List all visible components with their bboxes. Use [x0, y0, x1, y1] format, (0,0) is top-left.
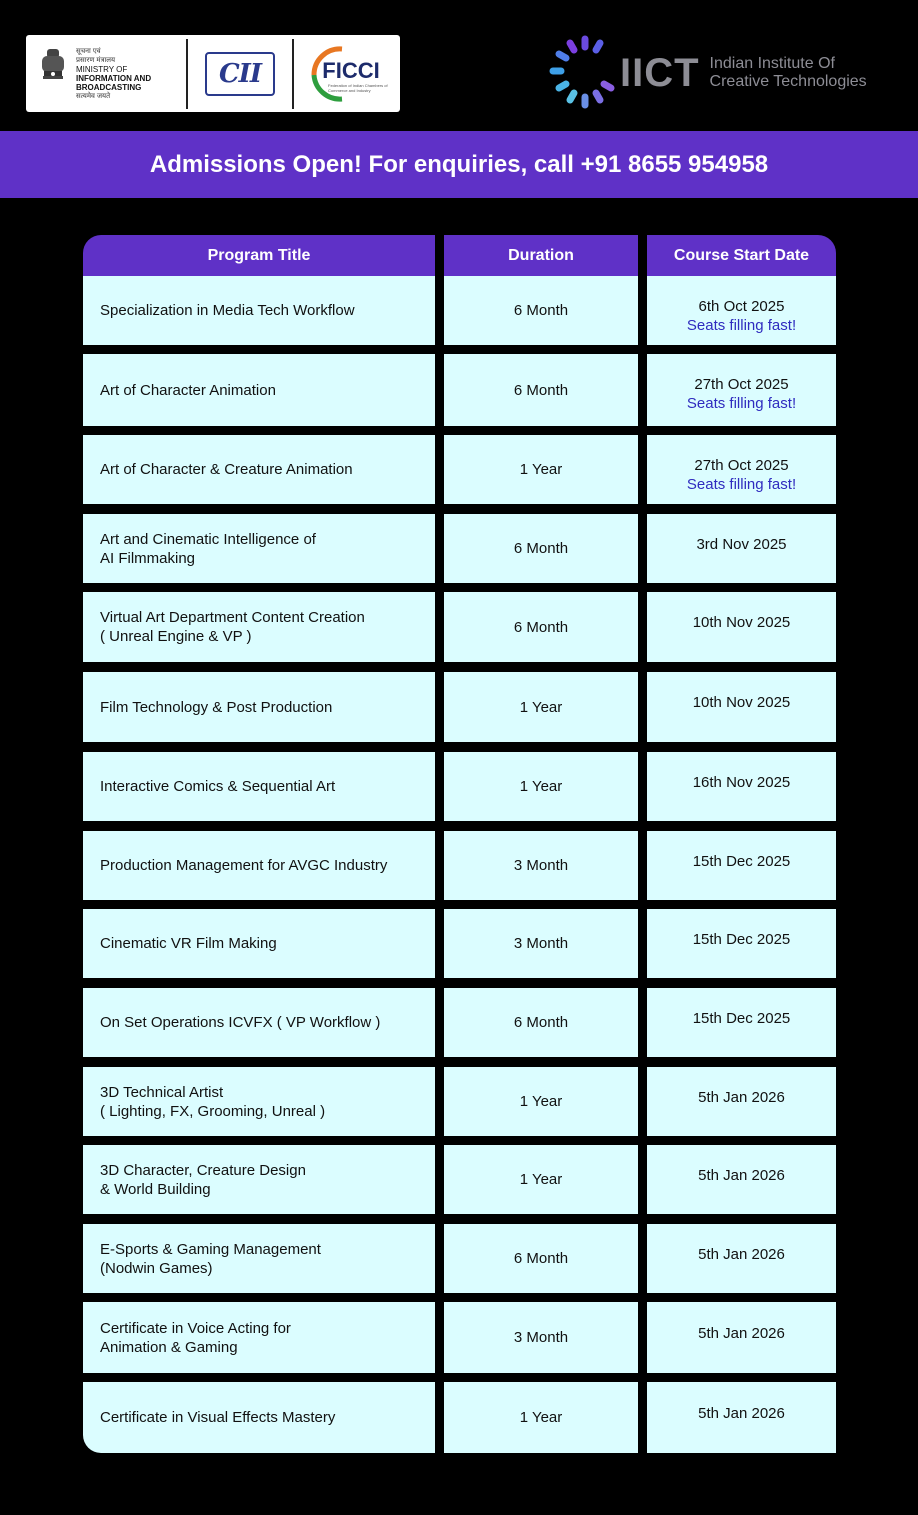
mib-hindi-2: प्रसारण मंत्रालय	[76, 56, 116, 64]
ficci-logo-text: FICCI	[322, 57, 380, 83]
start-date: 5th Jan 2026	[698, 1405, 785, 1422]
start-date: 5th Jan 2026	[698, 1325, 785, 1342]
start-date-cell	[647, 1302, 836, 1373]
start-date: 27th Oct 2025	[694, 457, 789, 474]
start-date-cell	[647, 435, 836, 504]
program-title	[100, 1161, 306, 1199]
program-title-cell	[83, 276, 435, 345]
mib-line-3: BROADCASTING	[76, 82, 142, 92]
duration-cell: 1 Year	[444, 435, 638, 504]
admissions-banner: Admissions Open! For enquiries, call +91 8655 954958	[0, 131, 918, 198]
duration-cell: 1 Year	[444, 752, 638, 821]
program-title	[100, 777, 335, 796]
program-title-line-1: Art of Character & Creature Animation	[100, 461, 353, 478]
program-title-line-1: Art of Character Animation	[100, 381, 276, 399]
ficci-logo	[294, 35, 400, 112]
duration-cell: 3 Month	[444, 831, 638, 900]
start-date: 5th Jan 2026	[698, 1246, 785, 1263]
program-title	[100, 1083, 325, 1121]
program-title-line-1: E-Sports & Gaming Management	[100, 1240, 321, 1258]
start-date: 10th Nov 2025	[692, 694, 791, 711]
ashoka-emblem-icon	[38, 45, 68, 103]
program-title-cell	[83, 514, 435, 583]
program-title-line-1: Virtual Art Department Content Creation	[100, 609, 365, 626]
start-date-cell	[647, 1145, 836, 1214]
iict-logo	[544, 30, 884, 116]
iict-logo-text: IICT	[620, 50, 700, 95]
program-title	[100, 1240, 321, 1278]
start-date-cell	[647, 752, 836, 821]
program-title-line-2: & World Building	[100, 1180, 211, 1198]
start-date: 6th Oct 2025	[698, 298, 785, 315]
program-title-cell	[83, 1302, 435, 1373]
program-title	[100, 1408, 335, 1427]
program-title	[100, 301, 355, 320]
program-title	[100, 608, 365, 646]
program-title-cell	[83, 988, 435, 1057]
program-title-line-2: ( Unreal Engine & VP )	[100, 628, 252, 645]
duration-cell: 6 Month	[444, 354, 638, 426]
program-title-line-1: Film Technology & Post Production	[100, 698, 333, 716]
mib-line-1: MINISTRY OF	[76, 64, 128, 74]
program-title	[100, 381, 276, 400]
seats-filling-note: Seats filling fast!	[686, 395, 797, 412]
program-title-cell	[83, 752, 435, 821]
ministry-logo	[26, 35, 186, 112]
program-title	[100, 460, 353, 479]
duration-cell: 1 Year	[444, 1145, 638, 1214]
duration-cell: 6 Month	[444, 592, 638, 662]
mib-hindi-1: सूचना एवं	[76, 47, 101, 55]
start-date-cell	[647, 592, 836, 662]
duration-cell: 6 Month	[444, 1224, 638, 1293]
program-title-cell	[83, 1224, 435, 1293]
duration-cell: 6 Month	[444, 276, 638, 345]
program-title	[100, 1013, 380, 1032]
start-date-cell	[647, 514, 836, 583]
program-title	[100, 1319, 291, 1357]
seats-filling-note: Seats filling fast!	[686, 476, 797, 493]
duration-cell: 6 Month	[444, 988, 638, 1057]
start-date-cell	[647, 1382, 836, 1453]
program-title	[100, 856, 387, 875]
ficci-subtitle: Federation of Indian Chambers of Commerce and Industry	[328, 83, 388, 93]
duration-cell: 1 Year	[444, 1382, 638, 1453]
start-date: 15th Dec 2025	[692, 1010, 791, 1027]
cii-logo-text: CII	[205, 52, 275, 96]
course-table	[83, 235, 836, 1453]
header-program-title: Program Title	[83, 235, 435, 276]
program-title-cell	[83, 435, 435, 504]
program-title-cell	[83, 1382, 435, 1453]
program-title-line-2: ( Lighting, FX, Grooming, Unreal )	[100, 1102, 326, 1120]
start-date-cell	[647, 909, 836, 978]
partner-logos	[26, 35, 400, 112]
program-title	[100, 698, 332, 717]
program-title-cell	[83, 592, 435, 662]
mib-line-2: INFORMATION AND	[76, 73, 152, 83]
start-date-cell	[647, 988, 836, 1057]
iict-burst-icon	[544, 30, 626, 116]
program-title-cell	[83, 1067, 435, 1136]
cii-logo	[188, 35, 292, 112]
header-start-date: Course Start Date	[647, 235, 836, 276]
start-date: 16th Nov 2025	[692, 774, 791, 791]
duration-cell: 1 Year	[444, 672, 638, 742]
program-title-cell	[83, 1145, 435, 1214]
program-title-line-2: (Nodwin Games)	[100, 1259, 213, 1277]
iict-name-line-2: Creative Technologies	[709, 73, 867, 90]
duration-cell: 3 Month	[444, 1302, 638, 1373]
start-date-cell	[647, 276, 836, 345]
program-title-line-1: Interactive Comics & Sequential Art	[100, 778, 336, 795]
start-date-cell	[647, 672, 836, 742]
start-date: 10th Nov 2025	[692, 614, 791, 631]
program-title-cell	[83, 354, 435, 426]
duration-cell: 3 Month	[444, 909, 638, 978]
program-title-line-1: Certificate in Voice Acting for	[100, 1319, 291, 1337]
mib-motto: सत्यमेव जयते	[76, 92, 111, 100]
program-title-line-2: Animation & Gaming	[100, 1338, 238, 1356]
start-date: 5th Jan 2026	[698, 1167, 785, 1184]
start-date: 15th Dec 2025	[692, 853, 791, 870]
duration-cell: 6 Month	[444, 514, 638, 583]
iict-name-line-1: Indian Institute Of	[709, 55, 835, 72]
program-title-line-1: Production Management for AVGC Industry	[100, 857, 388, 874]
program-title-line-2: AI Filmmaking	[100, 549, 196, 567]
seats-filling-note: Seats filling fast!	[686, 317, 797, 334]
start-date-cell	[647, 831, 836, 900]
start-date-cell	[647, 1224, 836, 1293]
program-title-line-1: Art and Cinematic Intelligence of	[100, 530, 316, 548]
program-title-line-1: Cinematic VR Film Making	[100, 935, 277, 952]
start-date: 15th Dec 2025	[692, 931, 791, 948]
program-title-line-1: 3D Character, Creature Design	[100, 1161, 306, 1179]
start-date-cell	[647, 354, 836, 426]
start-date: 3rd Nov 2025	[696, 536, 787, 553]
program-title-line-1: 3D Technical Artist	[100, 1083, 224, 1101]
program-title-line-1: On Set Operations ICVFX ( VP Workflow )	[100, 1014, 381, 1031]
duration-cell: 1 Year	[444, 1067, 638, 1136]
header-duration: Duration	[444, 235, 638, 276]
program-title-line-1: Specialization in Media Tech Workflow	[100, 302, 355, 319]
program-title	[100, 934, 277, 953]
start-date-cell	[647, 1067, 836, 1136]
program-title	[100, 530, 316, 568]
start-date: 27th Oct 2025	[694, 376, 789, 393]
program-title-line-1: Certificate in Visual Effects Mastery	[100, 1409, 336, 1426]
program-title-cell	[83, 831, 435, 900]
start-date: 5th Jan 2026	[698, 1089, 785, 1106]
program-title-cell	[83, 672, 435, 742]
program-title-cell	[83, 909, 435, 978]
